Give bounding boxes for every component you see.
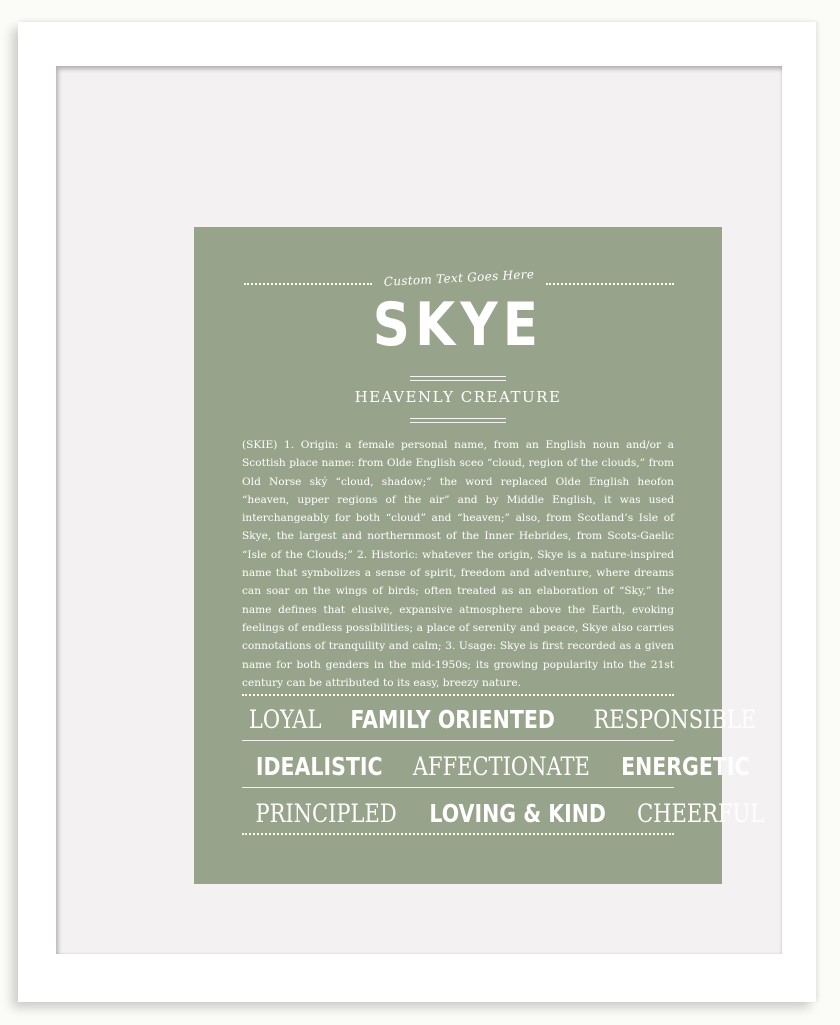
trait-word: AFFECTIONATE <box>413 751 591 781</box>
rule-below-meaning <box>410 418 506 419</box>
rule-above-meaning <box>410 376 506 377</box>
trait-row <box>242 748 750 784</box>
trait-divider <box>242 740 674 741</box>
trait-word: LOVING & KIND <box>429 798 607 828</box>
trait-word: RESPONSIBLE <box>593 704 756 734</box>
rule-below-meaning-2 <box>410 422 506 423</box>
rule-above-meaning-2 <box>410 380 506 381</box>
picture-frame <box>18 22 816 1002</box>
trait-word: IDEALISTIC <box>255 751 383 781</box>
name-definition: (SKIE) 1. Origin: a female personal name, from an English noun and/or a Scottish place name: from Olde English sceo “cloud, region of the clouds,” from Old Norse ský “cloud, shadow;” the word replaced Olde English heofon “heaven, upper regions of the air” and by Middle English, it was used interchangeably for both “cloud” and “heaven;” also, from Scotland’s Isle of Skye, the largest and northernmost of the Inner Hebrides, from Scots-Gaelic “Isle of the Clouds;” 2. Historic: whatever the origin, Skye is a nature-inspired name that symbolizes a sense of spirit, freedom and adventure, where dreams can soar on the wings of birds; often treated as an elaboration of “Sky,” the name defines that elusive, expansive atmosphere above the Earth, evoking feelings of endless possibilities; a place of serenity and peace, Skye also carries connotations of tranquility and calm; 3. Usage: Skye is first recorded as a given name for both genders in the mid-1950s; its growing popularity into the 21st century can be attributed to its easy, breezy nature. <box>242 439 674 689</box>
dotted-rule-traits-top <box>242 694 674 696</box>
name-title: SKYE <box>372 290 544 360</box>
custom-text: Custom Text Goes Here <box>383 267 535 289</box>
trait-row <box>242 795 765 831</box>
name-meaning: HEAVENLY CREATURE <box>354 388 562 406</box>
dotted-rule-traits-bottom <box>242 833 674 835</box>
dotted-rule-right <box>546 283 674 285</box>
mat-board <box>56 66 782 954</box>
trait-word: LOYAL <box>248 704 322 734</box>
trait-row <box>242 701 756 737</box>
trait-word: ENERGETIC <box>621 751 750 781</box>
trait-divider <box>242 787 674 788</box>
name-meaning-print <box>194 227 765 884</box>
trait-word: CHEERFUL <box>637 798 765 828</box>
trait-word: FAMILY ORIENTED <box>350 704 556 734</box>
trait-word: PRINCIPLED <box>255 798 397 828</box>
